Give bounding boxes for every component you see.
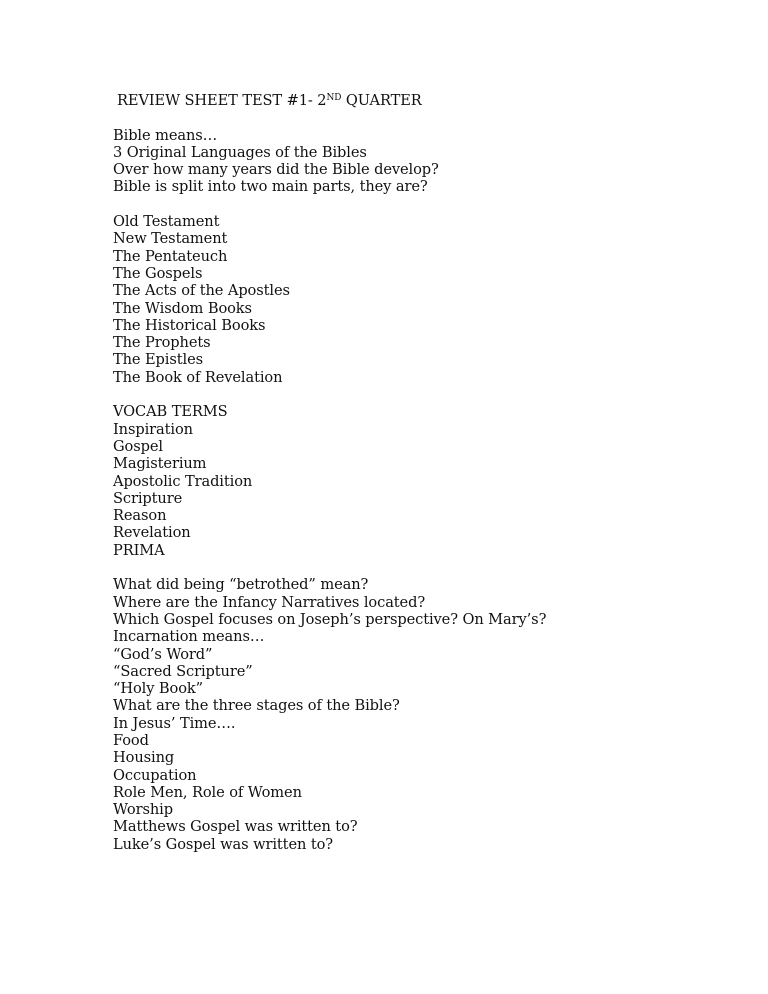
list-item: Revelation (113, 524, 191, 542)
list-item: “God’s Word” (113, 645, 213, 663)
list-item: Matthews Gospel was written to? (113, 818, 358, 836)
title-prefix: REVIEW SHEET TEST #1- 2 (117, 92, 327, 109)
section-bible-parts (113, 213, 713, 386)
list-item: The Pentateuch (113, 247, 228, 265)
list-item: The Acts of the Apostles (113, 282, 290, 300)
list-item: Apostolic Tradition (113, 472, 253, 490)
list-item: Bible is split into two main parts, they are? (113, 178, 428, 196)
list-item: Incarnation means… (113, 628, 265, 646)
list-item: Gospel (113, 437, 163, 455)
list-item: In Jesus’ Time…. (113, 714, 236, 732)
list-item: “Holy Book” (113, 680, 204, 698)
list-item: Scripture (113, 489, 183, 507)
list-item: Where are the Infancy Narratives located? (113, 593, 426, 611)
list-item: PRIMA (113, 541, 165, 559)
list-item: The Epistles (113, 351, 204, 369)
blank-line (113, 559, 713, 576)
list-item: The Prophets (113, 334, 211, 352)
list-item: Food (113, 731, 149, 749)
title-suffix: QUARTER (341, 92, 422, 109)
blank-line (113, 196, 713, 213)
list-item: What did being “betrothed” mean? (113, 576, 369, 594)
list-item: The Wisdom Books (113, 299, 252, 317)
list-item: 3 Original Languages of the Bibles (113, 143, 367, 161)
list-item: Which Gospel focuses on Joseph’s perspective? On Mary’s? (113, 610, 547, 628)
list-item: New Testament (113, 230, 228, 248)
section-gospel-questions (113, 576, 713, 853)
section-heading: VOCAB TERMS (113, 403, 228, 421)
document-content (113, 92, 713, 853)
list-item: The Gospels (113, 264, 203, 282)
title-superscript: ND (326, 93, 342, 103)
list-item: The Book of Revelation (113, 368, 283, 386)
list-item: Worship (113, 801, 173, 819)
list-item: Housing (113, 749, 175, 767)
list-item: Occupation (113, 766, 197, 784)
list-item: Reason (113, 507, 167, 525)
list-item: “Sacred Scripture” (113, 662, 253, 680)
list-item: The Historical Books (113, 316, 266, 334)
blank-line (113, 386, 713, 403)
list-item: What are the three stages of the Bible? (113, 697, 400, 715)
section-vocab-terms (113, 403, 713, 559)
list-item: Old Testament (113, 213, 220, 231)
list-item: Magisterium (113, 455, 207, 473)
section-bible-basics (113, 127, 713, 196)
list-item: Role Men, Role of Women (113, 783, 302, 801)
document-title (117, 92, 713, 109)
list-item: Inspiration (113, 420, 193, 438)
list-item: Luke’s Gospel was written to? (113, 835, 333, 853)
list-item: Over how many years did the Bible develop? (113, 161, 439, 179)
list-item: Bible means… (113, 126, 218, 144)
blank-line (113, 109, 713, 126)
